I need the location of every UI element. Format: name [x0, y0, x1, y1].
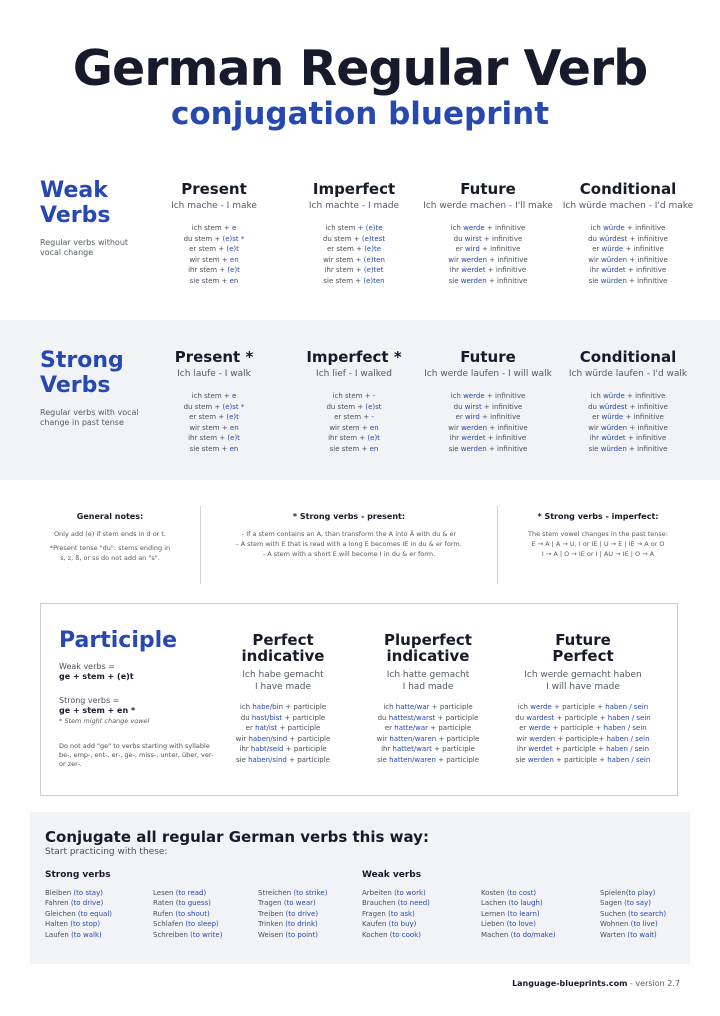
weak-imperfect-column — [284, 180, 424, 286]
conjugation-row: du wirst + infinitive — [453, 234, 523, 243]
conjugation-row: er stem + (e)t — [189, 245, 239, 253]
conjugation-row: du stem + (e)test — [322, 234, 386, 243]
conjugation-row: ich werde + infinitive — [450, 392, 526, 400]
weak-verbs-title: Weak Verbs — [40, 178, 111, 228]
conjugation-row: ihr stem + (e)t — [188, 266, 240, 274]
strong-verbs-description: Regular verbs with vocal change in past tense — [40, 408, 139, 427]
conjugation-list — [284, 223, 424, 286]
conjugation-row: ich werde + infinitive — [450, 224, 526, 232]
strong-present-column — [144, 348, 284, 454]
verb-item: Lernen (to learn) — [481, 909, 540, 918]
verb-item: Lieben (to love) — [481, 920, 536, 929]
verb-item: Spielen(to play) — [600, 889, 656, 897]
verb-item: Rufen (to shout) — [153, 909, 210, 918]
conjugation-list — [558, 223, 698, 286]
page-title: German Regular Verb — [72, 40, 648, 97]
weak-participle-rule: Weak verbs = ge + stem + (e)t — [59, 662, 134, 681]
strong-future-column — [418, 348, 558, 454]
verb-item: Lesen (to read) — [153, 889, 207, 897]
conjugation-row: wir stem + en — [329, 423, 379, 432]
future-perfect-column: Future Perfect Ich werde gemacht haben I will have made ich werde + participle + haben / sein du wardest + participle + haben / sein er werde + participle + haben / sein wir werden + participle+ haben / sein ihr werdet + participle + haben / sein sie werden + participle + haben / sein — [503, 632, 663, 765]
conjugation-row: du wardest + participle + haben / sein — [515, 713, 651, 722]
verb-item: Sagen (to say) — [600, 899, 651, 908]
conjugation-row: du wirst + infinitive — [453, 402, 523, 411]
conjugation-row: wir werden + infinitive — [448, 423, 528, 432]
verb-item: Kosten (to cost) — [481, 889, 537, 897]
column-example: Ich laufe - I walk — [177, 369, 251, 379]
general-notes: General notes: Only add (e) if stem ends in d or t. *Present tense "du": stems ending in s, z, ß, or ss do not add an "s". — [49, 512, 171, 562]
conjugation-row: ich werde + participle + haben / sein — [517, 703, 649, 711]
verb-item: Kochen (to cook) — [362, 930, 421, 939]
weak-verbs-section — [0, 168, 720, 298]
conjugation-row: er würde + infinitive — [592, 245, 664, 253]
strong-imperfect-column — [284, 348, 424, 454]
conjugation-row: wir haben/sind + participle — [235, 734, 331, 743]
strong-conditional-column — [558, 348, 698, 454]
verb-list — [362, 888, 430, 940]
conjugation-row: ihr würdet + infinitive — [589, 266, 667, 274]
column-heading: Conditional — [579, 180, 677, 198]
footer-site: Language-blueprints.com — [512, 979, 628, 988]
verb-item: Laufen (to walk) — [45, 930, 102, 939]
conjugation-row: du stem + (e)st — [326, 402, 382, 411]
strong-imperfect-notes: * Strong verbs - imperfect: The stem vowel changes in the past tense: E → A | A → U, I or IE | U → E | IE → A or O I → A | O → IE or I | AU → IE | O → A — [528, 512, 668, 558]
column-heading: Imperfect * — [306, 348, 402, 366]
verb-item: Streichen (to strike) — [258, 889, 328, 897]
weak-conditional-column — [558, 180, 698, 286]
column-heading: Present * — [174, 348, 254, 366]
column-heading: Imperfect — [312, 180, 396, 198]
practice-section — [30, 812, 690, 964]
column-heading: Future — [460, 180, 516, 198]
perfect-column: Perfect indicative Ich habe gemacht I have made ich habe/bin + participle du hast/bist + participle er hat/ist + participle wir haben/sind + participle ihr habt/seid + participle sie haben/sind + participle — [213, 632, 353, 765]
conjugation-row: ich stem + - — [332, 392, 376, 400]
verb-item: Machen (to do/make) — [481, 930, 556, 939]
conjugation-row: ich würde + infinitive — [590, 392, 666, 400]
verb-list — [600, 888, 666, 940]
conjugation-row: er wird + infinitive — [455, 245, 521, 253]
weak-verbs-heading: Weak verbs — [362, 870, 422, 880]
conjugation-row: sie hatten/waren + participle — [376, 755, 480, 764]
verb-item: Arbeiten (to work) — [362, 889, 426, 897]
verb-item: Raten (to guess) — [153, 899, 211, 908]
conjugation-row: ich habe/bin + participle — [239, 703, 327, 711]
conjugation-row: ihr stem + (e)tet — [324, 266, 384, 274]
conjugation-row: ihr hattet/wart + participle — [381, 745, 475, 753]
conjugation-row: wir würden + infinitive — [588, 423, 668, 432]
weak-verbs-description: Regular verbs without vocal change — [40, 238, 129, 257]
verb-item: Trinken (to drink) — [258, 920, 318, 929]
conjugation-row: ihr stem + (e)t — [328, 434, 380, 442]
conjugation-row: du hast/bist + participle — [240, 713, 326, 722]
strong-present-notes: * Strong verbs - present: - If a stem contains an A, than transform the A into Ä with du & er - A stem with E that is read with a long E becomes IE in du & er form. - A stem with a short E will become I in du & er form. — [236, 512, 462, 558]
column-example: Ich lief - I walked — [316, 369, 392, 379]
strong-verbs-section — [0, 320, 720, 480]
conjugation-list — [418, 391, 558, 454]
conjugation-row: ich hatte/war + participle — [383, 703, 473, 711]
verb-item: Fragen (to ask) — [362, 909, 415, 918]
conjugation-row: sie stem + en — [329, 444, 379, 453]
verb-item: Suchen (to search) — [600, 909, 667, 918]
conjugation-row: er stem + - — [334, 413, 374, 421]
conjugation-row: sie würden + infinitive — [588, 444, 668, 453]
conjugation-row: sie haben/sind + participle — [236, 755, 330, 764]
conjugation-row: ihr habt/seid + participle — [239, 745, 327, 753]
conjugation-row: ihr stem + (e)t — [188, 434, 240, 442]
strong-participle-rule: Strong verbs = ge + stem + en * * Stem might change vowel — [59, 696, 150, 725]
participle-section — [40, 603, 678, 796]
conjugation-list — [418, 223, 558, 286]
conjugation-row: ich stem + (e)te — [325, 224, 383, 232]
conjugation-row: du stem + (e)st * — [183, 234, 245, 243]
column-example: Ich mache - I make — [171, 201, 257, 211]
verb-item: Gleichen (to equal) — [45, 909, 113, 918]
weak-future-column — [418, 180, 558, 286]
conjugation-row: ich stem + e — [191, 224, 237, 232]
strong-verbs-title: Strong Verbs — [40, 348, 124, 398]
note-divider — [200, 506, 201, 584]
conjugation-list — [358, 702, 498, 765]
conjugation-row: sie werden + participle + haben / sein — [515, 755, 651, 764]
conjugation-row: er würde + infinitive — [592, 413, 664, 421]
conjugation-list — [284, 391, 424, 454]
conjugation-row: sie würden + infinitive — [588, 276, 668, 285]
conjugation-list — [144, 391, 284, 454]
column-heading: Future — [460, 348, 516, 366]
page-subtitle: conjugation blueprint — [170, 96, 550, 132]
ge-prefix-note: Do not add "ge" to verbs starting with syllable be-, emp-, ent-, er-, ge-, miss-, unter, über, ver- or zer-. — [59, 742, 214, 768]
verb-list — [153, 888, 222, 940]
column-example: Ich werde machen - I'll make — [423, 201, 553, 211]
footer-version: - version 2.7 — [627, 979, 680, 988]
conjugation-row: du würdest + infinitive — [588, 402, 668, 411]
conjugation-list — [144, 223, 284, 286]
conjugation-row: ihr werdet + infinitive — [449, 434, 527, 442]
conjugation-row: er werde + participle + haben / sein — [519, 724, 647, 732]
strong-verbs-heading: Strong verbs — [45, 870, 111, 880]
conjugation-row: wir hatten/waren + participle — [376, 734, 480, 743]
conjugation-row: wir werden + participle+ haben / sein — [516, 734, 650, 743]
conjugation-row: ihr würdet + infinitive — [589, 434, 667, 442]
verb-item: Halten (to stop) — [45, 920, 101, 929]
column-example: Ich würde machen - I'd make — [562, 201, 694, 211]
conjugation-row: sie stem + en — [189, 444, 239, 453]
verb-item: Brauchen (to need) — [362, 899, 430, 908]
conjugation-row: wir stem + en — [189, 255, 239, 264]
footer — [512, 979, 680, 988]
verb-item: Treiben (to drive) — [258, 909, 319, 918]
verb-item: Schreiben (to write) — [153, 930, 223, 939]
conjugation-row: er stem + (e)t — [189, 413, 239, 421]
conjugation-row: wir stem + (e)ten — [323, 255, 385, 264]
verb-list — [45, 888, 112, 940]
column-heading: Present — [181, 180, 247, 198]
verb-item: Schlafen (to sleep) — [153, 920, 219, 929]
conjugation-row: ich würde + infinitive — [590, 224, 666, 232]
conjugation-row: ihr werdet + participle + haben / sein — [516, 745, 650, 753]
verb-item: Fahren (to drive) — [45, 899, 104, 908]
column-example: Ich werde laufen - I will walk — [424, 369, 552, 379]
conjugation-row: wir werden + infinitive — [448, 255, 528, 264]
conjugation-row: sie stem + en — [189, 276, 239, 285]
column-example: Ich würde laufen - I'd walk — [568, 369, 688, 379]
verb-list — [481, 888, 556, 940]
conjugation-row: du würdest + infinitive — [588, 234, 668, 243]
conjugation-row: du stem + (e)st * — [183, 402, 245, 411]
conjugation-list — [213, 702, 353, 765]
conjugation-row: sie werden + infinitive — [448, 276, 528, 285]
participle-title: Participle — [59, 628, 178, 653]
practice-title: Conjugate all regular German verbs this way: — [45, 828, 429, 846]
practice-subtitle: Start practicing with these: — [45, 847, 168, 857]
note-divider — [497, 506, 498, 584]
conjugation-row: ich stem + e — [191, 392, 237, 400]
conjugation-list — [503, 702, 663, 765]
verb-item: Tragen (to wear) — [258, 899, 316, 908]
conjugation-row: er wird + infinitive — [455, 413, 521, 421]
column-example: Ich machte - I made — [308, 201, 400, 211]
verb-item: Warten (to wait) — [600, 930, 657, 939]
conjugation-row: wir stem + en — [189, 423, 239, 432]
verb-item: Weisen (to point) — [258, 930, 318, 939]
conjugation-row: er hat/ist + participle — [245, 724, 321, 732]
conjugation-row: ihr werdet + infinitive — [449, 266, 527, 274]
conjugation-row: du hattest/warst + participle — [377, 713, 479, 722]
notes-section — [0, 500, 720, 592]
verb-item: Lachen (to laugh) — [481, 899, 543, 908]
conjugation-row: er hatte/war + participle — [384, 724, 472, 732]
verb-item: Wohnen (to live) — [600, 920, 658, 929]
conjugation-row: er stem + (e)te — [326, 245, 382, 253]
conjugation-row: sie stem + (e)ten — [323, 276, 385, 285]
verb-item: Kaufen (to buy) — [362, 920, 417, 929]
conjugation-row: sie werden + infinitive — [448, 444, 528, 453]
verb-list — [258, 888, 327, 940]
verb-item: Bleiben (to stay) — [45, 889, 103, 897]
weak-present-column — [144, 180, 284, 286]
conjugation-list — [558, 391, 698, 454]
pluperfect-column: Pluperfect indicative Ich hatte gemacht I had made ich hatte/war + participle du hattest/warst + participle er hatte/war + participle wir hatten/waren + participle ihr hattet/wart + participle sie hatten/waren + participle — [358, 632, 498, 765]
conjugation-row: wir würden + infinitive — [588, 255, 668, 264]
column-heading: Conditional — [579, 348, 677, 366]
